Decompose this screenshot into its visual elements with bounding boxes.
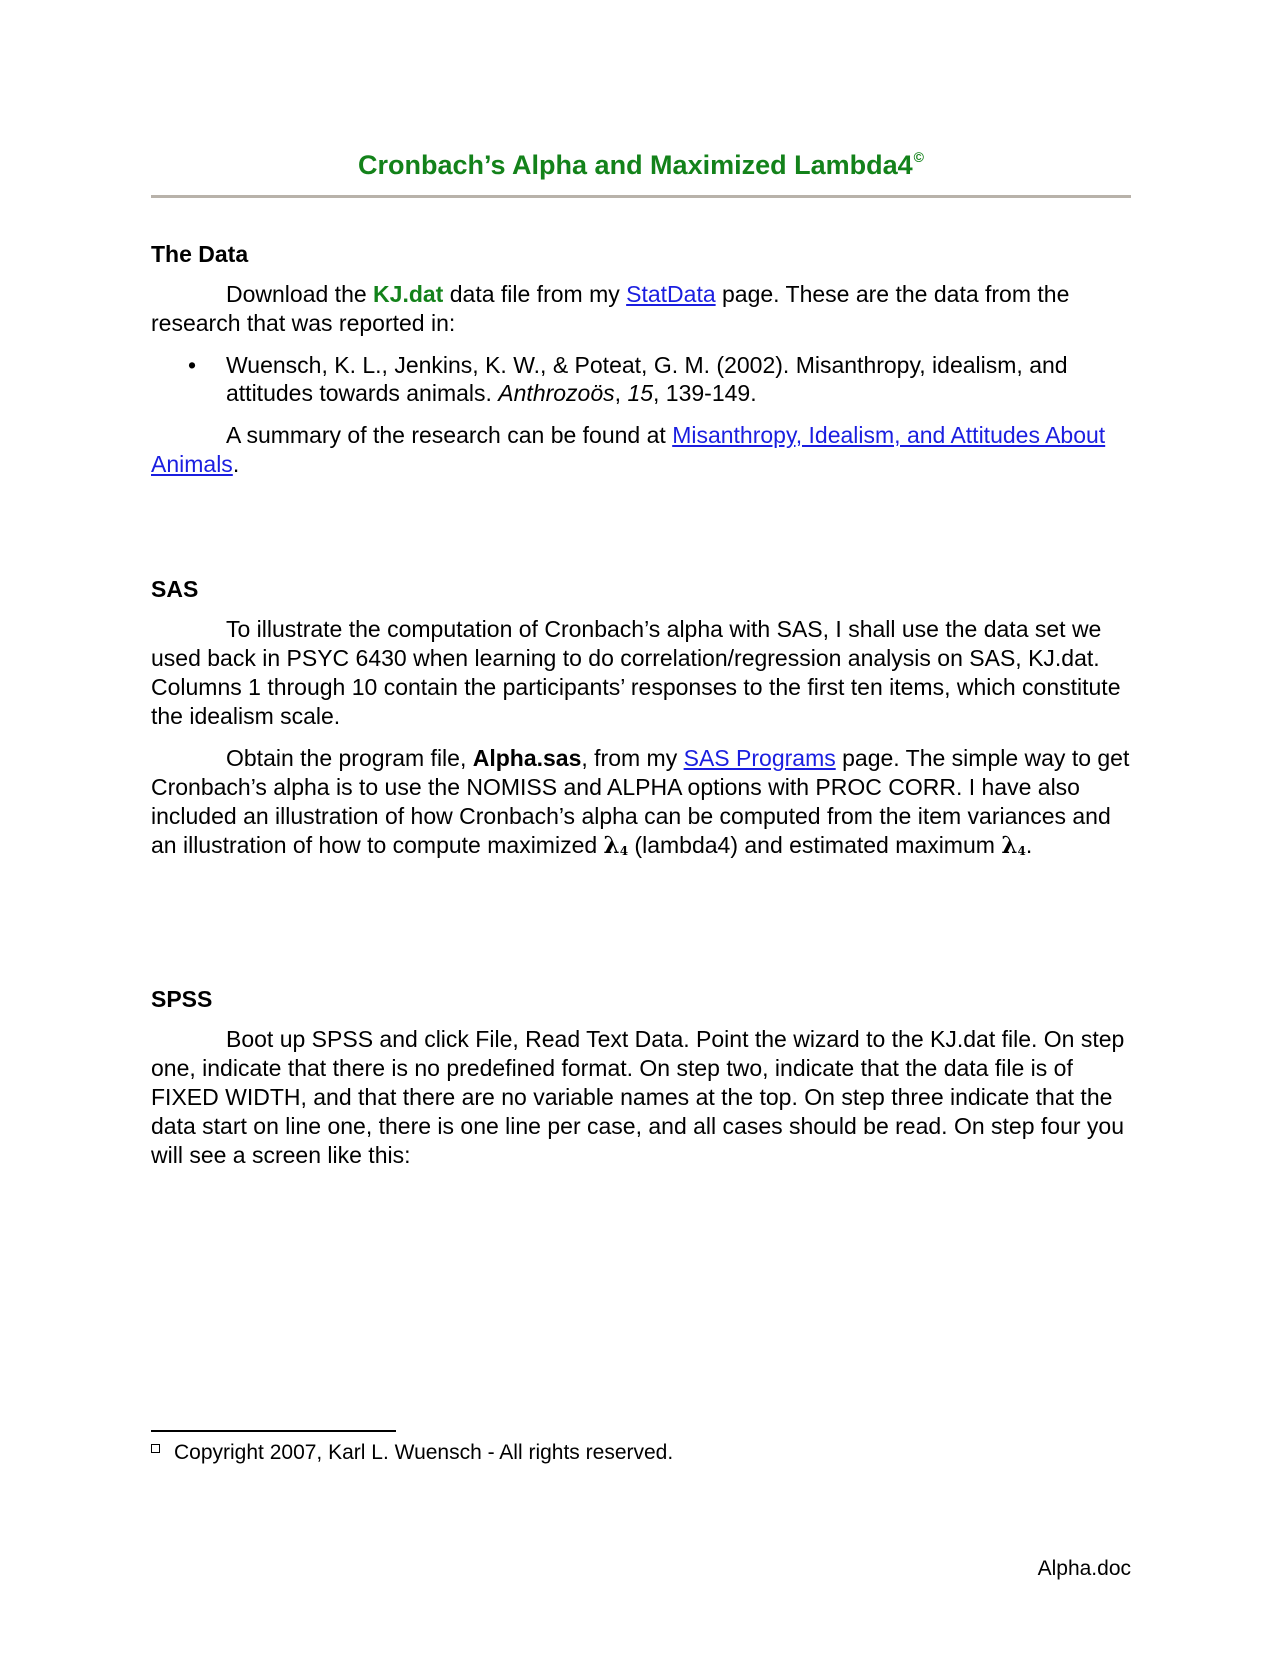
- heading-sas: SAS: [151, 576, 199, 602]
- copyright-mark: ©: [913, 149, 924, 165]
- document-title: [151, 150, 1131, 179]
- sas-programs-link[interactable]: SAS Programs: [683, 745, 836, 771]
- heading-the-data: The Data: [151, 241, 249, 267]
- footer-filename: Alpha.doc: [1037, 1557, 1131, 1580]
- alpha-sas-file: Alpha.sas: [472, 745, 582, 771]
- spss-paragraph-1: Boot up SPSS and click File, Read Text Data. Point the wizard to the KJ.dat file. On step one, indicate that there is no predefined format. On step two, indicate that the data file is of FIXED WIDTH, and that there are no variable names at the top. On step three indicate that the data start on line one, there is one line per case, and all cases should be read. On step four you will see a screen like this:: [151, 1026, 1125, 1168]
- data-paragraph-2: A summary of the research can be found at Misanthropy, Idealism, and Attitudes About Animals.: [151, 422, 1106, 477]
- reference-list-item: [151, 351, 1131, 407]
- kj-dat-file: KJ.dat: [373, 281, 444, 307]
- reference-text: Wuensch, K. L., Jenkins, K. W., & Poteat, G. M. (2002). Misanthropy, idealism, and attitudes towards animals. Anthrozoös, 15, 139-149.: [226, 352, 1068, 406]
- journal-name: Anthrozoös: [498, 380, 615, 406]
- heading-spss: SPSS: [151, 986, 213, 1012]
- title-text: Cronbach’s Alpha and Maximized Lambda4: [358, 150, 913, 180]
- document-page: [151, 0, 1131, 1656]
- bullet-icon: •: [188, 352, 197, 378]
- title-rule: [151, 195, 1131, 198]
- footnote-rule: [151, 1430, 396, 1432]
- footnote: [151, 1440, 673, 1466]
- lambda4-symbol-2: $\lambda_4$: [1001, 832, 1026, 859]
- lambda4-symbol: $\lambda_4$: [603, 832, 629, 859]
- sas-paragraph-2: Obtain the program file, Alpha.sas, from my SAS Programs page. The simple way to get Cronbach’s alpha is to use the NOMISS and ALPHA options with PROC CORR. I have also included an illustration of how Cronbach’s alpha can be computed from the item variances and an illustration of how to compute maximized $\lambda_4$ (lambda4) and estimated maximum $\lambda_4$.: [151, 745, 1130, 859]
- journal-volume: 15: [627, 380, 654, 406]
- data-paragraph-1: Download the KJ.dat data file from my StatData page. These are the data from the research that was reported in:: [151, 281, 1070, 336]
- footnote-mark-icon: [151, 1444, 160, 1453]
- misanthropy-link[interactable]: Misanthropy, Idealism, and Attitudes About Animals: [151, 422, 1106, 477]
- statdata-link[interactable]: StatData: [626, 281, 716, 307]
- footnote-text: Copyright 2007, Karl L. Wuensch - All rights reserved.: [174, 1441, 674, 1464]
- sas-paragraph-1: To illustrate the computation of Cronbach’s alpha with SAS, I shall use the data set we used back in PSYC 6430 when learning to do correlation/regression analysis on SAS, KJ.dat. Columns 1 through 10 contain the participants’ responses to the first ten items, which constitute the idealism scale.: [151, 616, 1121, 729]
